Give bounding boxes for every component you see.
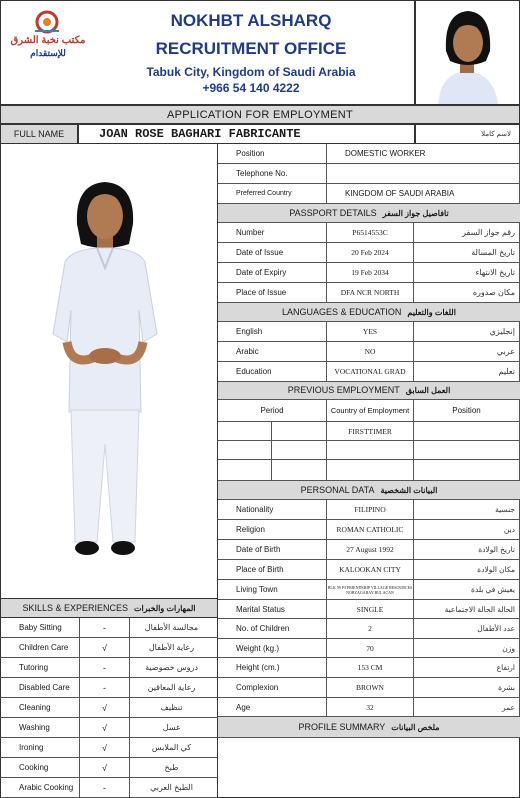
prev-position-cell bbox=[414, 422, 520, 441]
prev-period-to-cell bbox=[272, 460, 327, 481]
skill-arabic: كي الملابس bbox=[130, 738, 218, 758]
passport-row-arabic: تاريخ المسالة bbox=[414, 243, 520, 263]
skills-title-arabic: المهارات والخبرات bbox=[134, 603, 196, 613]
passport-row-label: Date of Issue bbox=[218, 243, 327, 263]
skill-check-mark: √ bbox=[80, 718, 130, 738]
personal-title-arabic: البيانات الشخصية bbox=[380, 485, 438, 495]
full-body-image-icon bbox=[1, 144, 217, 599]
passport-row-value: 20 Feb 2024 bbox=[327, 243, 414, 263]
personal-row-value: BLK 39 P3 FRIENDSHIP VILLAGE RESOURCES NORZAGARAY BULACAN bbox=[327, 580, 414, 600]
position-value: DOMESTIC WORKER bbox=[327, 144, 520, 164]
skill-label: Cooking bbox=[0, 758, 80, 778]
company-subtitle: RECRUITMENT OFFICE bbox=[155, 39, 347, 58]
prev-employment-title-arabic: العمل السابق bbox=[405, 385, 451, 395]
passport-row-arabic: رقم جواز السفر bbox=[414, 223, 520, 243]
passport-row-value: 19 Feb 2034 bbox=[327, 263, 414, 283]
position-column-header: Position bbox=[414, 400, 520, 422]
full-name-arabic: لاسم كاملا bbox=[415, 124, 520, 144]
company-location: Tabuk City, Kingdom of Saudi Arabia bbox=[146, 65, 356, 79]
personal-row-value: SINGLE bbox=[327, 600, 414, 619]
personal-row-arabic: عمر bbox=[414, 698, 520, 717]
personal-row-label: Complexion bbox=[218, 678, 327, 698]
preferred-country-value: KINGDOM OF SAUDI ARABIA bbox=[327, 184, 520, 204]
full-name-value: JOAN ROSE BAGHARI FABRICANTE bbox=[78, 124, 415, 144]
personal-row-value: ROMAN CATHOLIC bbox=[327, 520, 414, 540]
prev-period-from-cell bbox=[218, 441, 272, 460]
prev-period-from-cell bbox=[218, 422, 272, 441]
personal-row-value: BROWN bbox=[327, 678, 414, 698]
personal-row-arabic: يعيش في بلدة bbox=[414, 580, 520, 600]
company-phone: +966 54 140 4222 bbox=[202, 81, 300, 95]
prev-position-cell bbox=[414, 441, 520, 460]
personal-row-arabic: ارتفاع bbox=[414, 658, 520, 678]
skill-label: Tutoring bbox=[0, 658, 80, 678]
skill-check-mark: √ bbox=[80, 698, 130, 718]
passport-row-arabic: مكان صدوره bbox=[414, 283, 520, 303]
personal-row-label: Place of Birth bbox=[218, 560, 327, 580]
prev-country-cell bbox=[327, 441, 414, 460]
skill-check-mark: √ bbox=[80, 638, 130, 658]
prev-position-cell bbox=[414, 460, 520, 481]
personal-row-label: No. of Children bbox=[218, 619, 327, 639]
skill-check-mark: √ bbox=[80, 758, 130, 778]
skill-arabic: طبخ bbox=[130, 758, 218, 778]
passport-row-value: DFA NCR NORTH bbox=[327, 283, 414, 303]
skill-label: Ironing bbox=[0, 738, 80, 758]
telephone-value bbox=[327, 164, 520, 184]
prev-period-to-cell bbox=[272, 422, 327, 441]
language-row-value: VOCATIONAL GRAD bbox=[327, 362, 414, 382]
passport-row-value: P6514553C bbox=[327, 223, 414, 243]
skill-arabic: دروس خصوصية bbox=[130, 658, 218, 678]
languages-title-arabic: اللغات والتعليم bbox=[407, 307, 456, 317]
skill-check-mark: - bbox=[80, 658, 130, 678]
personal-row-label: Nationality bbox=[218, 500, 327, 520]
full-name-label: FULL NAME bbox=[0, 124, 78, 144]
personal-row-value: 32 bbox=[327, 698, 414, 717]
preferred-country-label: Preferred Country bbox=[218, 184, 327, 204]
skill-label: Disabled Care bbox=[0, 678, 80, 698]
personal-data-header bbox=[218, 481, 520, 500]
personal-row-arabic: وزن bbox=[414, 639, 520, 658]
skill-check-mark: - bbox=[80, 678, 130, 698]
languages-title: LANGUAGES & EDUCATION bbox=[282, 307, 402, 317]
personal-row-arabic: بشرة bbox=[414, 678, 520, 698]
language-row-label: Education bbox=[218, 362, 327, 382]
skill-arabic: الطبخ العربي bbox=[130, 778, 218, 798]
form-title: APPLICATION FOR EMPLOYMENT bbox=[0, 105, 520, 124]
passport-row-label: Place of Issue bbox=[218, 283, 327, 303]
prev-period-from-cell bbox=[218, 460, 272, 481]
skills-section-header bbox=[0, 598, 218, 618]
profile-summary-body bbox=[218, 738, 520, 798]
skill-check-mark: - bbox=[80, 618, 130, 638]
skill-label: Washing bbox=[0, 718, 80, 738]
personal-row-arabic: جنسية bbox=[414, 500, 520, 520]
personal-row-arabic: دين bbox=[414, 520, 520, 540]
passport-section-header bbox=[218, 204, 520, 223]
headshot-image-icon bbox=[416, 1, 519, 104]
personal-row-value: 70 bbox=[327, 639, 414, 658]
language-row-value: YES bbox=[327, 322, 414, 342]
header-panel bbox=[0, 0, 415, 105]
period-column-header: Period bbox=[218, 400, 327, 422]
profile-summary-title-arabic: ملخص البيانات bbox=[391, 722, 440, 732]
language-row-value: NO bbox=[327, 342, 414, 362]
personal-row-value: KALOOKAN CITY bbox=[327, 560, 414, 580]
languages-section-header bbox=[218, 303, 520, 322]
profile-summary-header bbox=[218, 717, 520, 738]
skill-check-mark: - bbox=[80, 778, 130, 798]
logo-text-arabic: مكتب نخبة الشرق bbox=[10, 35, 86, 46]
skill-label: Arabic Cooking bbox=[0, 778, 80, 798]
personal-row-arabic: مكان الولادة bbox=[414, 560, 520, 580]
prev-employment-title: PREVIOUS EMPLOYMENT bbox=[287, 385, 400, 395]
previous-employment-header bbox=[218, 381, 520, 400]
personal-row-label: Marital Status bbox=[218, 600, 327, 619]
personal-row-label: Height (cm.) bbox=[218, 658, 327, 678]
skill-check-mark: √ bbox=[80, 738, 130, 758]
skill-arabic: رعاية المعاقين bbox=[130, 678, 218, 698]
personal-row-value: 2 bbox=[327, 619, 414, 639]
personal-row-label: Weight (kg.) bbox=[218, 639, 327, 658]
company-logo bbox=[7, 9, 89, 67]
personal-row-arabic: تاريخ الولادة bbox=[414, 540, 520, 560]
prev-country-cell bbox=[327, 460, 414, 481]
position-label: Position bbox=[218, 144, 327, 164]
passport-title-arabic: تافاصيل جواز السفر bbox=[382, 208, 449, 218]
passport-row-arabic: تاريخ الانتهاء bbox=[414, 263, 520, 283]
skill-arabic: غسل bbox=[130, 718, 218, 738]
personal-row-label: Age bbox=[218, 698, 327, 717]
personal-row-value: 27 August 1992 bbox=[327, 540, 414, 560]
language-row-label: Arabic bbox=[218, 342, 327, 362]
personal-row-label: Date of Birth bbox=[218, 540, 327, 560]
skill-arabic: تنظيف bbox=[130, 698, 218, 718]
language-row-arabic: تعليم bbox=[414, 362, 520, 382]
personal-row-arabic: الحالة الحالة الاجتماعية bbox=[414, 600, 520, 619]
language-row-arabic: عربي bbox=[414, 342, 520, 362]
full-body-photo bbox=[0, 144, 218, 599]
country-column-header: Country of Employment bbox=[327, 400, 414, 422]
prev-country-cell: FIRSTTIMER bbox=[327, 422, 414, 441]
personal-row-arabic: عدد الأطفال bbox=[414, 619, 520, 639]
skill-arabic: مجالسة الأطفال bbox=[130, 618, 218, 638]
company-name: NOKHBT ALSHARQ bbox=[170, 11, 332, 30]
personal-row-label: Religion bbox=[218, 520, 327, 540]
skill-arabic: رعاية الأطفال bbox=[130, 638, 218, 658]
passport-row-label: Date of Expiry bbox=[218, 263, 327, 283]
skill-label: Cleaning bbox=[0, 698, 80, 718]
profile-summary-title: PROFILE SUMMARY bbox=[298, 722, 386, 732]
personal-row-label: Living Town bbox=[218, 580, 327, 600]
passport-title: PASSPORT DETAILS bbox=[289, 208, 377, 218]
language-row-arabic: إنجليزي bbox=[414, 322, 520, 342]
prev-period-to-cell bbox=[272, 441, 327, 460]
language-row-label: English bbox=[218, 322, 327, 342]
skills-title: SKILLS & EXPERIENCES bbox=[22, 603, 128, 613]
skill-label: Children Care bbox=[0, 638, 80, 658]
personal-title: PERSONAL DATA bbox=[300, 485, 375, 495]
passport-row-label: Number bbox=[218, 223, 327, 243]
personal-row-value: FILIPINO bbox=[327, 500, 414, 520]
skill-label: Baby Sitting bbox=[0, 618, 80, 638]
logo-subtext-arabic: للإستقدام bbox=[30, 48, 66, 58]
headshot-photo bbox=[415, 0, 520, 105]
personal-row-value: 153 CM bbox=[327, 658, 414, 678]
telephone-label: Telephone No. bbox=[218, 164, 327, 184]
